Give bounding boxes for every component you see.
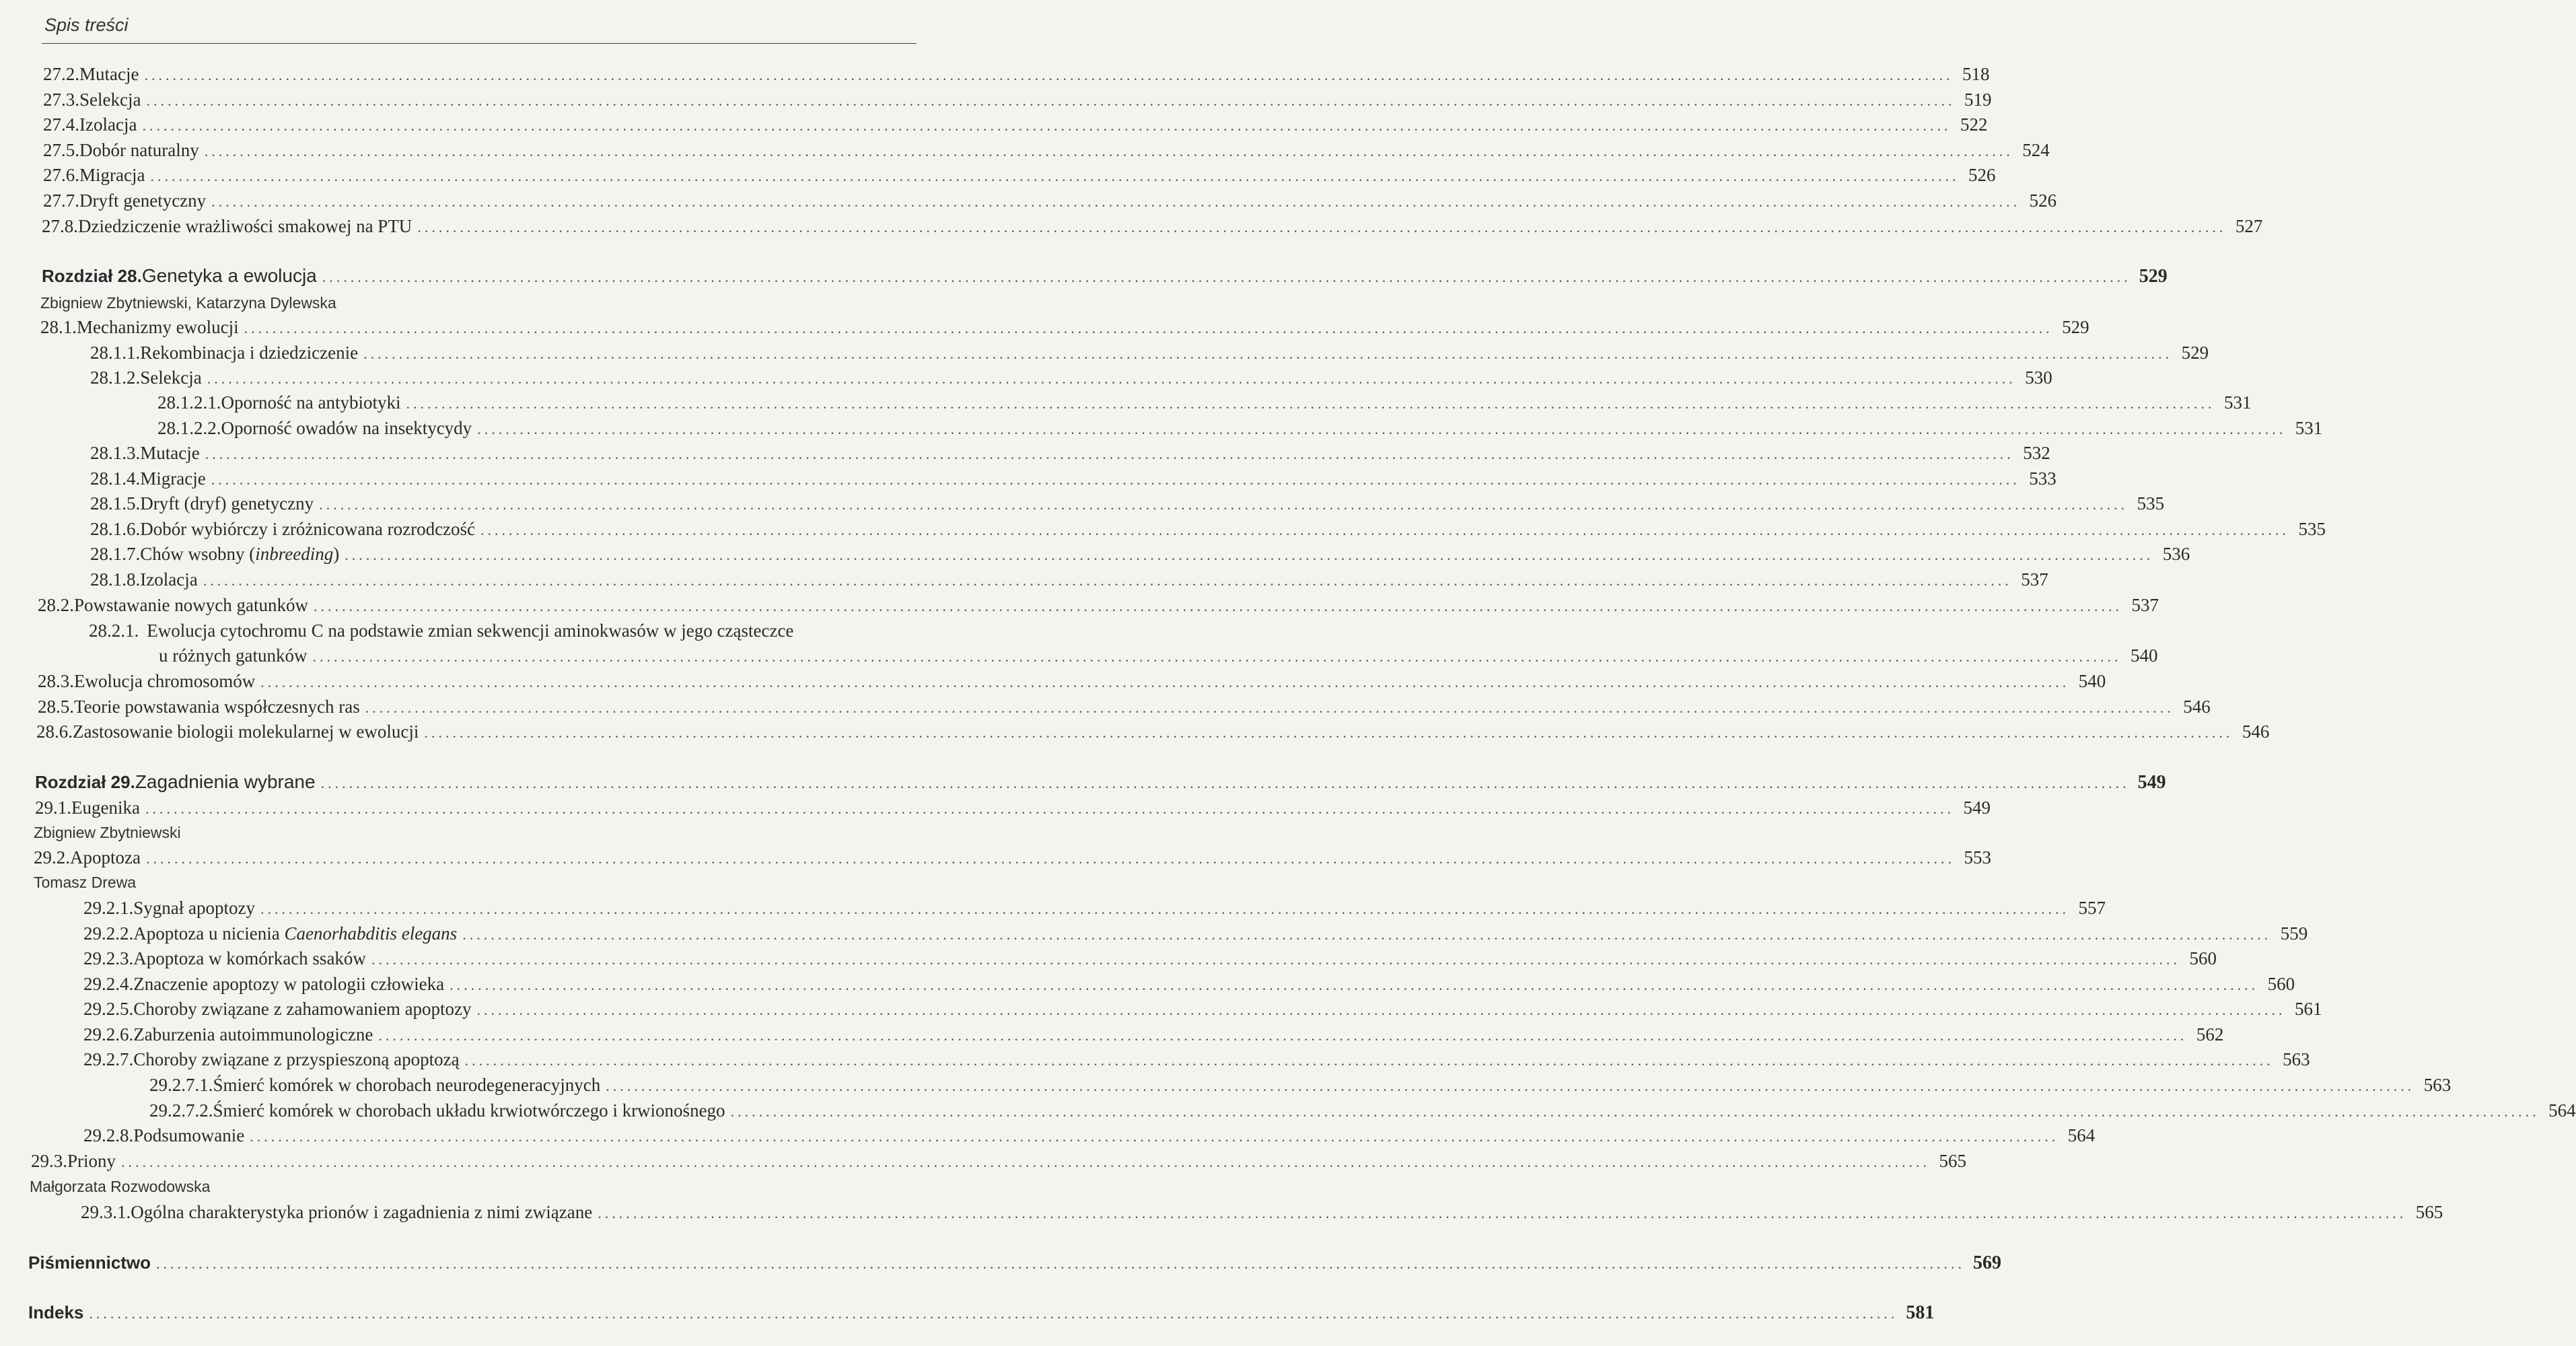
entry-number: 28.1.3.	[90, 443, 141, 463]
entry-title-italic: inbreeding	[255, 544, 334, 564]
entry-title: Śmierć komórek w chorobach układu krwiotwórczego i krwionośnego	[213, 1100, 725, 1121]
entry-title: Choroby związane z zahamowaniem apoptozy	[133, 999, 472, 1019]
entry-title-text: Apoptoza u nicienia	[133, 923, 285, 944]
leader-dots	[244, 318, 2053, 339]
leader-dots	[731, 1101, 2540, 1123]
entry-page: 531	[2223, 392, 2252, 413]
entry-number: 29.2.3.	[83, 948, 134, 968]
leader-dots	[207, 368, 2016, 390]
entry-page: 563	[2283, 1049, 2310, 1069]
entry-page: 526	[1968, 165, 1996, 185]
toc-chapter-28[interactable]	[42, 265, 2168, 288]
leader-dots	[598, 1203, 2406, 1224]
entry-title: Dryft (dryf) genetyczny	[140, 493, 314, 513]
entry-title: Ogólna charakterystyka prionów i zagadnienia z nimi związane	[131, 1202, 593, 1222]
leader-dots	[378, 1025, 2187, 1047]
toc-index[interactable]	[28, 1302, 1935, 1324]
entry-number: 29.2.8.	[83, 1125, 134, 1145]
entry-page: 560	[2267, 974, 2295, 994]
toc-entry-29-2-6[interactable]	[83, 1024, 2224, 1047]
toc-entry-29-2[interactable]	[34, 847, 1991, 870]
toc-entry-28-1-6[interactable]	[90, 518, 2326, 541]
entry-number: 29.2.	[34, 847, 70, 867]
entry-number: 29.2.5.	[83, 999, 134, 1019]
toc-entry-27-2[interactable]	[43, 63, 1990, 86]
entry-page: 561	[2295, 999, 2322, 1019]
leader-dots	[424, 722, 2233, 744]
leader-dots	[205, 444, 2014, 465]
entry-number: 28.2.	[38, 595, 74, 615]
leader-dots	[144, 65, 1953, 86]
section-author: Tomasz Drewa	[34, 874, 137, 891]
leader-dots	[156, 1253, 1965, 1275]
leader-dots	[205, 141, 2013, 162]
leader-dots	[260, 898, 2069, 920]
entry-title-end: )	[333, 544, 340, 564]
entry-number: 28.1.5.	[90, 493, 141, 513]
toc-entry-28-1[interactable]	[40, 316, 2089, 339]
leader-dots	[365, 697, 2174, 719]
entry-title: Zastosowanie biologii molekularnej w ewolucji	[73, 721, 419, 742]
entry-number: 27.7.	[43, 190, 79, 211]
entry-page: 546	[2242, 721, 2270, 742]
leader-dots	[203, 570, 2012, 592]
entry-number: 27.6.	[43, 165, 79, 185]
toc-entry-29-2-7-2[interactable]	[149, 1100, 2576, 1123]
entry-title: Selekcja	[79, 90, 141, 110]
leader-dots	[371, 949, 2180, 970]
entry-number: 27.3.	[43, 90, 79, 110]
toc-entry-29-2-1[interactable]	[83, 897, 2106, 920]
toc-entry-28-1-7[interactable]	[90, 543, 2190, 566]
section-author: Zbigniew Zbytniewski	[34, 824, 181, 841]
toc-entry-28-3[interactable]	[38, 670, 2106, 693]
toc-entry-29-3-1[interactable]	[81, 1201, 2443, 1224]
entry-title: Piśmiennictwo	[28, 1252, 151, 1273]
entry-number: 27.4.	[43, 114, 79, 135]
entry-number: 28.1.4.	[90, 468, 141, 489]
entry-page: 537	[2131, 595, 2159, 615]
entry-title: Selekcja	[140, 367, 202, 388]
entry-number: 28.2.1.	[89, 621, 139, 641]
entry-page: 526	[2029, 190, 2057, 211]
toc-bibliography[interactable]	[28, 1252, 2002, 1275]
toc-entry-28-1-8[interactable]	[90, 569, 2048, 592]
entry-page: 560	[2189, 948, 2217, 968]
entry-page: 522	[1960, 114, 1988, 135]
entry-number: 29.1.	[35, 798, 71, 818]
toc-entry-28-1-4[interactable]	[90, 468, 2056, 491]
entry-page: 540	[2078, 671, 2106, 691]
entry-title: Oporność owadów na insektycydy	[221, 418, 472, 438]
entry-title: Izolacja	[79, 114, 137, 135]
entry-title: Mutacje	[140, 443, 200, 463]
toc-entry-29-3[interactable]	[31, 1150, 1967, 1173]
entry-number: 28.1.	[40, 317, 77, 337]
leader-dots	[121, 1152, 1930, 1173]
entry-page: 536	[2162, 544, 2190, 564]
leader-dots	[319, 494, 2128, 516]
entry-number: 28.1.2.	[90, 367, 141, 388]
entry-number: 28.1.1.	[90, 343, 141, 363]
leader-dots	[465, 1050, 2274, 1071]
entry-number: 29.2.6.	[83, 1024, 134, 1044]
chapter-title: Genetyka a ewolucja	[141, 265, 317, 286]
toc-entry-29-2-5[interactable]	[83, 998, 2322, 1021]
entry-page: 535	[2137, 493, 2165, 513]
entry-number: 28.1.2.2.	[157, 418, 221, 438]
entry-title: Mechanizmy ewolucji	[77, 317, 239, 337]
chapter-authors: Zbigniew Zbytniewski, Katarzyna Dylewska	[40, 294, 336, 312]
toc-entry-27-4[interactable]	[43, 114, 1988, 137]
entry-page: 549	[1963, 798, 1991, 818]
entry-title-italic: Caenorhabditis elegans	[284, 923, 458, 944]
entry-title: Dobór naturalny	[79, 140, 199, 160]
leader-dots	[146, 848, 1955, 870]
entry-page: 565	[1939, 1151, 1967, 1171]
toc-entry-28-1-2-2[interactable]	[157, 417, 2323, 440]
leader-dots	[477, 999, 2286, 1021]
leader-dots	[312, 646, 2121, 668]
entry-number: 27.2.	[43, 64, 79, 84]
leader-dots	[462, 924, 2271, 946]
toc-entry-28-5[interactable]	[38, 696, 2211, 719]
entry-title: Ewolucja cytochromu C na podstawie zmian sekwencji aminokwasów w jego cząsteczce	[147, 621, 794, 641]
toc-entry-28-1-5[interactable]	[90, 493, 2165, 516]
entry-title: Migracja	[79, 165, 145, 185]
leader-dots	[146, 90, 1955, 112]
entry-page: 546	[2183, 697, 2211, 717]
toc-entry-28-2-1-line2[interactable]	[159, 645, 2158, 668]
entry-number: 28.1.6.	[90, 519, 141, 539]
toc-entry-27-3[interactable]	[43, 89, 1992, 112]
entry-title-text: Chów wsobny (	[140, 544, 256, 564]
entry-title: Oporność na antybiotyki	[221, 392, 401, 413]
entry-number: 29.2.7.1.	[149, 1075, 213, 1095]
entry-title: Indeks	[28, 1302, 84, 1322]
entry-title: Sygnał apoptozy	[133, 898, 255, 918]
toc-entry-28-1-3[interactable]	[90, 442, 2050, 465]
toc-entry-28-2-1-line1[interactable]	[89, 620, 793, 641]
toc-entry-29-2-7[interactable]	[83, 1049, 2310, 1071]
entry-title: Apoptoza w komórkach ssaków	[133, 948, 366, 968]
entry-page: 581	[1906, 1302, 1935, 1323]
leader-dots	[211, 191, 2020, 213]
chapter-page: 529	[2139, 266, 2168, 287]
toc-entry-27-6[interactable]	[43, 164, 1996, 187]
toc-entry-28-6[interactable]	[36, 721, 2270, 744]
leader-dots	[142, 115, 1951, 137]
entry-title	[140, 543, 339, 565]
entry-title: Znaczenie apoptozy w patologii człowieka	[133, 974, 445, 994]
toc-entry-29-2-3[interactable]	[83, 948, 2217, 970]
entry-page: 553	[1964, 847, 1991, 867]
toc-entry-29-1[interactable]	[35, 797, 1991, 820]
leader-dots	[477, 419, 2286, 440]
entry-page: 564	[2067, 1125, 2096, 1145]
entry-page: 564	[2548, 1100, 2576, 1121]
entry-title: Choroby związane z przyspieszoną apoptozą	[133, 1049, 460, 1069]
leader-dots	[321, 773, 2130, 794]
entry-title: Dryft genetyczny	[79, 190, 207, 211]
entry-title-continued: u różnych gatunków	[159, 645, 308, 666]
toc-entry-28-1-2-1[interactable]	[157, 392, 2252, 415]
entry-page: 562	[2196, 1024, 2224, 1044]
entry-page: 530	[2025, 367, 2052, 388]
leader-dots	[250, 1126, 2059, 1147]
section-author: Małgorzata Rozwodowska	[30, 1178, 211, 1195]
entry-title: Rekombinacja i dziedziczenie	[140, 343, 359, 363]
entry-page: 557	[2078, 898, 2106, 918]
toc-entry-28-2[interactable]	[38, 594, 2159, 617]
leader-dots	[345, 544, 2153, 566]
entry-page: 537	[2021, 569, 2048, 590]
entry-number: 29.2.7.2.	[149, 1100, 213, 1121]
leader-dots	[406, 393, 2215, 415]
entry-number: 28.5.	[38, 697, 74, 717]
entry-page: 524	[2022, 140, 2050, 160]
chapter-number: Rozdział 29.	[35, 772, 135, 792]
leader-dots	[211, 469, 2020, 491]
entry-title: Śmierć komórek w chorobach neurodegeneracyjnych	[213, 1075, 601, 1095]
toc-entry-29-2-7-1[interactable]	[149, 1074, 2452, 1097]
toc-entry-27-5[interactable]	[43, 139, 2050, 162]
toc-entry-29-2-8[interactable]	[83, 1125, 2096, 1147]
entry-number: 29.2.4.	[83, 974, 134, 994]
entry-title	[133, 923, 457, 944]
entry-page: 559	[2280, 923, 2308, 944]
entry-title: Ewolucja chromosomów	[74, 671, 256, 691]
entry-number: 28.1.8.	[90, 569, 141, 590]
toc-entry-27-7[interactable]	[43, 190, 2057, 213]
leader-dots	[314, 596, 2122, 617]
leader-dots	[450, 975, 2258, 996]
entry-page: 519	[1964, 90, 1992, 110]
entry-page: 535	[2298, 519, 2326, 539]
entry-title: Apoptoza	[70, 847, 141, 867]
chapter-number: Rozdział 28.	[42, 266, 142, 286]
toc-entry-28-1-1[interactable]	[90, 342, 2209, 365]
entry-number: 29.2.1.	[83, 898, 134, 918]
entry-page: 540	[2130, 645, 2158, 666]
leader-dots	[480, 520, 2289, 541]
entry-number: 29.3.1.	[81, 1202, 131, 1222]
entry-title: Podsumowanie	[133, 1125, 245, 1145]
entry-page: 527	[2235, 216, 2263, 236]
running-header: Spis treści	[44, 15, 129, 35]
entry-number: 29.2.2.	[83, 923, 134, 944]
toc-entry-28-1-2[interactable]	[90, 367, 2052, 390]
leader-dots	[322, 267, 2131, 288]
entry-page: 563	[2423, 1075, 2452, 1095]
entry-title: Powstawanie nowych gatunków	[74, 595, 308, 615]
entry-title: Migracje	[140, 468, 206, 489]
toc-entry-29-2-2[interactable]	[83, 923, 2308, 946]
entry-number: 28.3.	[38, 671, 74, 691]
entry-page: 529	[2062, 317, 2089, 337]
entry-number: 28.6.	[36, 721, 73, 742]
leader-dots	[363, 343, 2172, 365]
toc-entry-29-2-4[interactable]	[83, 973, 2295, 996]
entry-page: 518	[1962, 64, 1990, 84]
leader-dots	[417, 217, 2226, 238]
toc-entry-27-8[interactable]	[42, 215, 2263, 238]
entry-title: Izolacja	[140, 569, 198, 590]
entry-title: Zaburzenia autoimmunologiczne	[133, 1024, 373, 1044]
entry-page: 533	[2029, 468, 2056, 489]
entry-title: Priony	[67, 1151, 116, 1171]
entry-number: 27.5.	[43, 140, 79, 160]
leader-dots	[89, 1303, 1898, 1324]
entry-page: 565	[2415, 1202, 2443, 1222]
entry-title: Eugenika	[71, 798, 140, 818]
entry-page: 532	[2023, 443, 2050, 463]
entry-page: 529	[2181, 343, 2209, 363]
entry-number: 27.8.	[42, 216, 78, 236]
entry-title: Dobór wybiórczy i zróżnicowana rozrodczość	[140, 519, 476, 539]
entry-page: 531	[2295, 418, 2323, 438]
entry-number: 28.1.7.	[90, 544, 141, 564]
entry-page: 569	[1973, 1252, 2002, 1273]
chapter-title: Zagadnienia wybrane	[135, 771, 316, 792]
entry-title: Teorie powstawania współczesnych ras	[74, 697, 360, 717]
entry-number: 29.3.	[31, 1151, 67, 1171]
leader-dots	[150, 166, 1959, 187]
leader-dots	[145, 798, 1954, 820]
entry-number: 29.2.7.	[83, 1049, 134, 1069]
entry-title: Mutacje	[79, 64, 139, 84]
leader-dots	[606, 1075, 2414, 1097]
entry-number: 28.1.2.1.	[157, 392, 221, 413]
entry-title: Dziedziczenie wrażliwości smakowej na PTU	[78, 216, 413, 236]
leader-dots	[260, 672, 2069, 693]
toc-chapter-29[interactable]	[35, 771, 2166, 794]
chapter-page: 549	[2137, 772, 2166, 793]
